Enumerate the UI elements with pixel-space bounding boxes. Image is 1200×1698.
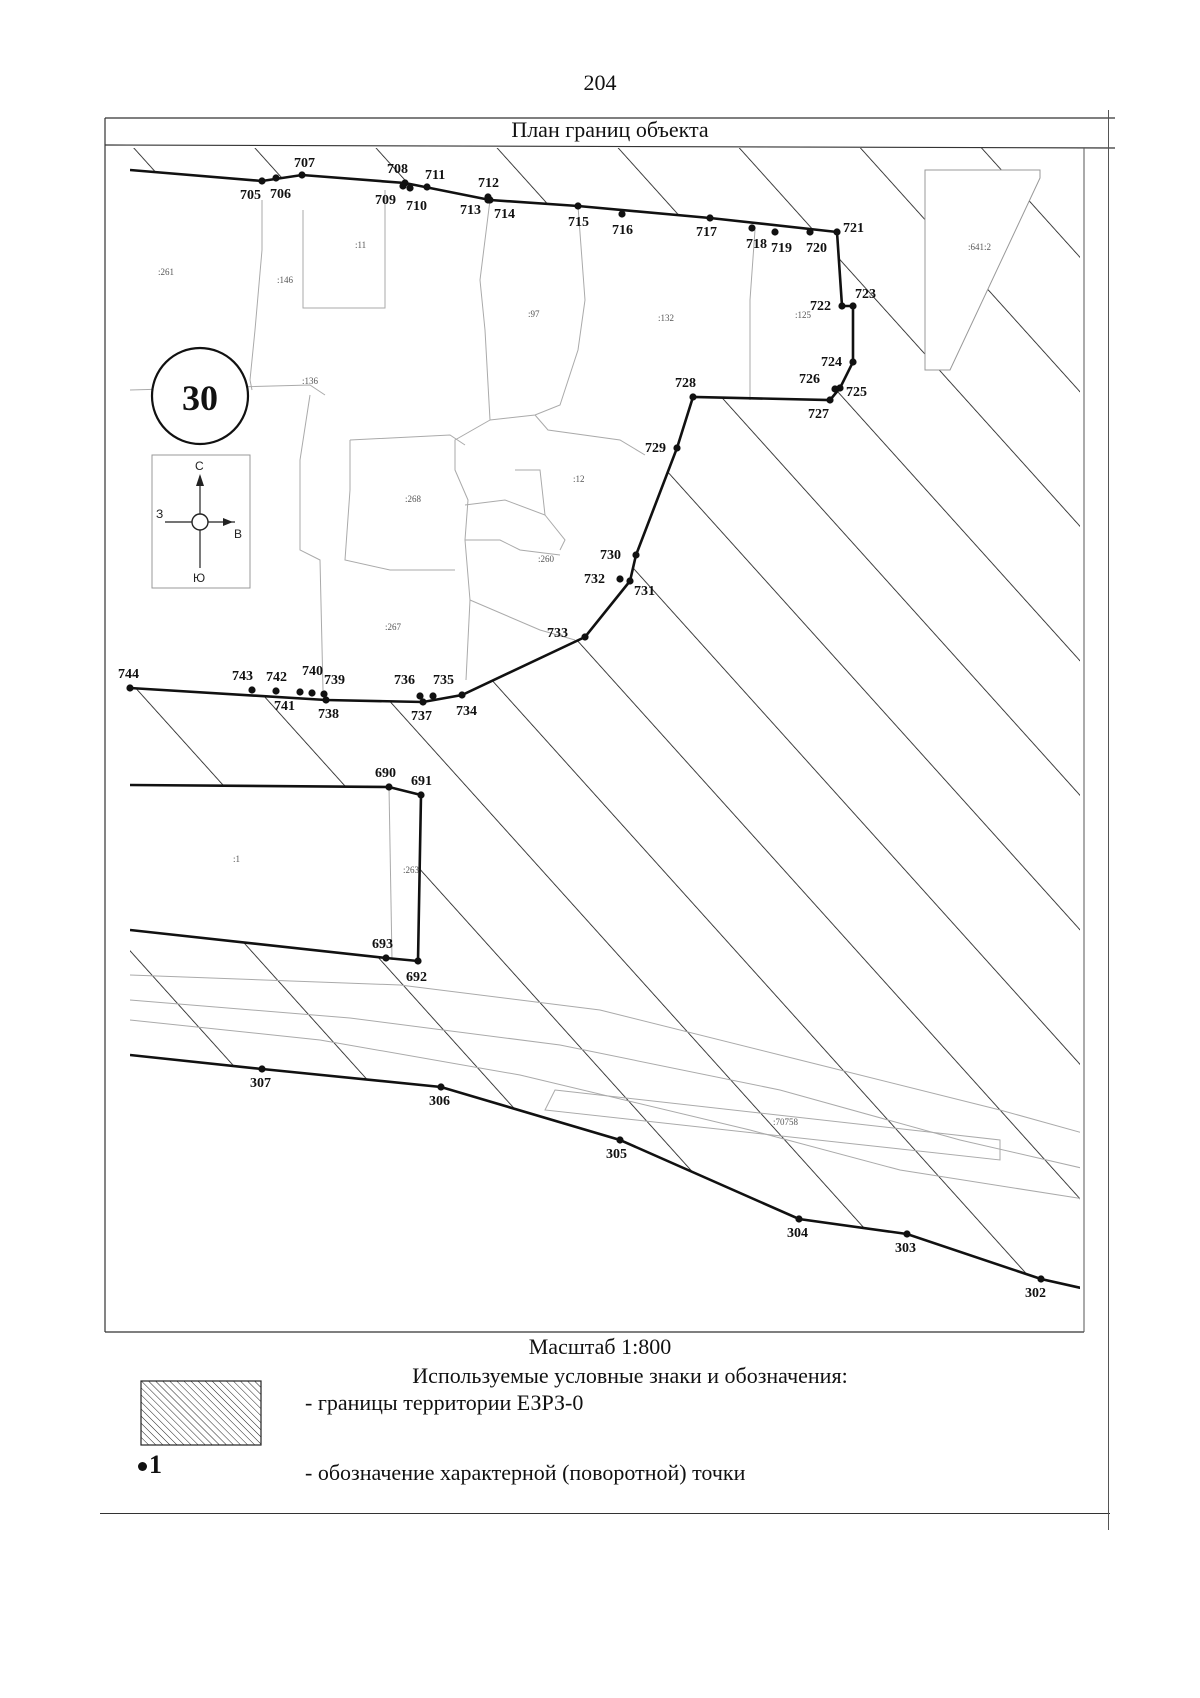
point-marker	[903, 1230, 910, 1237]
point-marker	[248, 686, 255, 693]
point-label: 690	[375, 766, 396, 781]
point-label: 716	[612, 223, 633, 238]
legend-point-number: 1	[149, 1450, 162, 1479]
point-label: 705	[240, 188, 261, 203]
map-sheet-number: 30	[182, 378, 218, 418]
parcel-label: :11	[355, 240, 367, 250]
point-marker	[298, 171, 305, 178]
map-title: План границ объекта	[511, 117, 709, 142]
point-marker	[399, 182, 406, 189]
point-302	[1025, 1275, 1046, 1301]
parcel-label: :125	[795, 310, 812, 320]
point-label: 742	[266, 670, 287, 685]
point-marker	[806, 228, 813, 235]
parcel-label: :268	[405, 494, 422, 504]
point-marker	[458, 691, 465, 698]
point-marker	[626, 577, 633, 584]
point-marker	[419, 698, 426, 705]
point-label: 727	[808, 407, 829, 422]
point-marker	[1037, 1275, 1044, 1282]
point-marker	[308, 689, 315, 696]
parcel-label: :132	[658, 313, 675, 323]
point-label: 306	[429, 1094, 450, 1109]
point-marker	[632, 551, 639, 558]
point-label: 720	[806, 241, 827, 256]
point-label: 710	[406, 199, 427, 214]
point-label: 305	[606, 1147, 627, 1162]
point-marker	[406, 184, 413, 191]
compass-east: В	[234, 527, 243, 541]
legend-point-sample	[138, 1450, 162, 1480]
point-marker	[258, 177, 265, 184]
point-marker	[423, 183, 430, 190]
legend-item-zone-text: - границы территории ЕЗРЗ-0	[305, 1390, 584, 1415]
point-label: 693	[372, 937, 393, 952]
point-marker	[616, 575, 623, 582]
point-marker	[296, 688, 303, 695]
parcel-label: :261	[158, 267, 175, 277]
legend-hatch-swatch	[140, 1380, 262, 1446]
point-marker	[826, 396, 833, 403]
point-label: 732	[584, 572, 605, 587]
point-label: 711	[425, 168, 446, 183]
parcel-label: :146	[277, 275, 294, 285]
point-label: 719	[771, 241, 792, 256]
point-label: 743	[232, 669, 253, 684]
point-label: 714	[494, 207, 515, 222]
point-label: 741	[274, 699, 295, 714]
point-label: 729	[645, 441, 666, 456]
right-rule	[1108, 110, 1109, 1530]
point-marker	[838, 302, 845, 309]
point-label: 715	[568, 215, 589, 230]
compass-rose	[152, 455, 250, 588]
point-label: 723	[855, 287, 876, 302]
point-label: 713	[460, 203, 481, 218]
point-label: 692	[406, 970, 427, 985]
point-marker	[385, 783, 392, 790]
point-label: 717	[696, 225, 717, 240]
parcel-label: :136	[302, 376, 319, 386]
point-label: 724	[821, 355, 842, 370]
point-marker	[437, 1083, 444, 1090]
point-label: 737	[411, 709, 432, 724]
point-marker	[320, 690, 327, 697]
point-marker	[831, 385, 838, 392]
point-label: 740	[302, 664, 323, 679]
point-marker	[574, 202, 581, 209]
point-label: 706	[270, 187, 291, 202]
point-marker	[382, 954, 389, 961]
map-scale: Масштаб 1:800	[528, 1334, 672, 1359]
point-marker	[771, 228, 778, 235]
point-marker	[429, 692, 436, 699]
point-marker	[417, 791, 424, 798]
point-label: 691	[411, 774, 432, 789]
point-marker	[414, 957, 421, 964]
parcel-label: :97	[528, 309, 540, 319]
point-marker	[748, 224, 755, 231]
compass-north: С	[195, 459, 204, 473]
point-marker	[849, 358, 856, 365]
point-label: 303	[895, 1241, 916, 1256]
title-rule	[105, 145, 1115, 148]
point-label: 736	[394, 673, 415, 688]
parcel-label: :267	[385, 622, 402, 632]
bottom-rule	[100, 1513, 1110, 1514]
point-label: 744	[118, 667, 139, 682]
point-marker	[689, 393, 696, 400]
point-label: 728	[675, 376, 696, 391]
point-marker	[258, 1065, 265, 1072]
point-label: 718	[746, 237, 767, 252]
point-marker	[618, 210, 625, 217]
parcel-label: :263	[403, 865, 420, 875]
point-label: 725	[846, 385, 867, 400]
point-marker	[849, 302, 856, 309]
compass-west: З	[156, 507, 164, 521]
point-label: 731	[634, 584, 655, 599]
point-marker	[126, 684, 133, 691]
compass-south: Ю	[193, 571, 206, 585]
point-label: 709	[375, 193, 396, 208]
point-label: 708	[387, 162, 408, 177]
point-label: 722	[810, 299, 831, 314]
parcel-label: :641:2	[968, 242, 992, 252]
point-label: 735	[433, 673, 454, 688]
parcel-label: :260	[538, 554, 555, 564]
point-marker	[272, 174, 279, 181]
point-marker	[272, 687, 279, 694]
point-label: 721	[843, 221, 864, 236]
point-marker	[833, 228, 840, 235]
point-label: 733	[547, 626, 568, 641]
point-marker	[486, 196, 493, 203]
parcel-label: :70758	[773, 1117, 799, 1127]
legend-heading: Используемые условные знаки и обозначения:	[412, 1363, 848, 1388]
point-dot-icon	[138, 1462, 147, 1471]
point-label: 302	[1025, 1286, 1046, 1301]
point-marker	[706, 214, 713, 221]
point-marker	[581, 633, 588, 640]
point-label: 734	[456, 704, 477, 719]
point-label: 739	[324, 673, 345, 688]
point-label: 730	[600, 548, 621, 563]
point-marker	[616, 1136, 623, 1143]
point-label: 738	[318, 707, 339, 722]
point-label: 726	[799, 372, 820, 387]
point-label: 712	[478, 176, 499, 191]
legend-item-point-text: - обозначение характерной (поворотной) точки	[305, 1460, 746, 1485]
point-label: 304	[787, 1226, 808, 1241]
page-number: 204	[583, 70, 617, 95]
point-label: 707	[294, 156, 315, 171]
point-marker	[673, 444, 680, 451]
point-label: 307	[250, 1076, 271, 1091]
point-marker	[795, 1215, 802, 1222]
parcel-label: :1	[233, 854, 241, 864]
parcel-label: :12	[573, 474, 585, 484]
